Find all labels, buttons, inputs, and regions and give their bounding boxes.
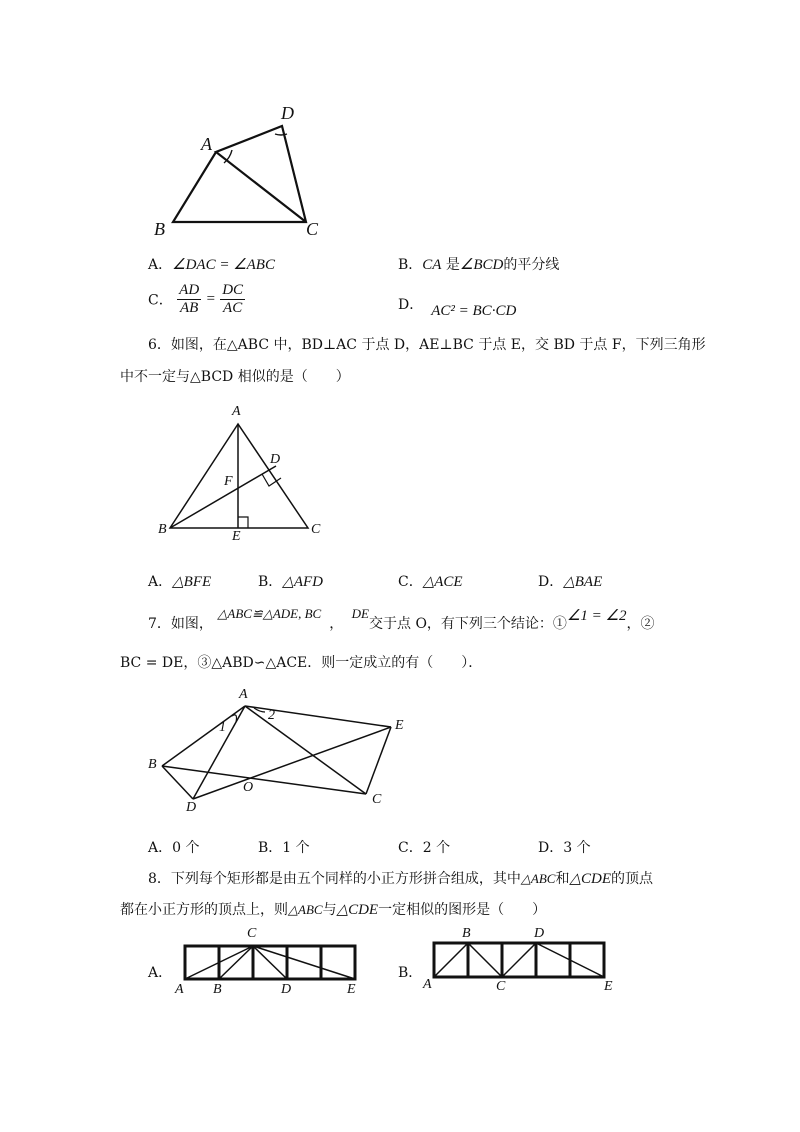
q6-label-C: C xyxy=(311,522,321,537)
q6-option-b[interactable]: B．△AFD xyxy=(258,574,323,590)
q8a-label-C: C xyxy=(247,926,257,941)
q5-option-c[interactable]: C． $\frac{AD}{AB}$ = $\frac{DC}{AC}$ xyxy=(148,282,244,316)
q8-stem-line2: 都在小正方形的顶点上，则△ABC与△CDE一定相似的图形是（ ） xyxy=(120,902,547,918)
q7-stem-line2: BC = DE，③△ABD∽△ACE．则一定成立的有（ ）． xyxy=(120,655,483,671)
q5-option-a[interactable]: A．∠DAC = ∠ABC xyxy=(148,257,275,273)
q5-label-A: A xyxy=(201,134,212,154)
q7-label-O: O xyxy=(243,780,254,795)
q5-option-b[interactable]: B．CA 是∠BCD的平分线 xyxy=(398,257,560,273)
q8-stem-line1: 8．下列每个矩形都是由五个同样的小正方形拼合组成，其中△ABC和△CDE的顶点 xyxy=(148,871,654,887)
q7-label-2: 2 xyxy=(268,708,275,723)
q8b-label-E: E xyxy=(604,979,613,994)
q6-stem-line1: 6．如图，在△ABC 中，BD⊥AC 于点 D，AE⊥BC 于点 E，交 BD 于点 F，下列三角形 xyxy=(148,337,706,353)
q5-label-D: D xyxy=(281,103,294,123)
q7-option-d[interactable]: D．3 个 xyxy=(538,840,591,856)
q8a-label-E: E xyxy=(347,982,356,997)
q6-label-E: E xyxy=(232,529,241,544)
q7-option-c[interactable]: C．2 个 xyxy=(398,840,451,856)
q8b-label-A: A xyxy=(423,977,432,992)
q8a-label-D: D xyxy=(281,982,292,997)
q6-option-c[interactable]: C．△ACE xyxy=(398,574,463,590)
q5-label-C: C xyxy=(306,219,319,239)
q7-label-D: D xyxy=(186,800,197,815)
q7-option-b[interactable]: B．1 个 xyxy=(258,840,310,856)
q8a-label-A: A xyxy=(175,982,184,997)
q7-label-B: B xyxy=(148,757,157,772)
q7-label-C: C xyxy=(372,792,382,807)
q6-label-F: F xyxy=(224,474,233,489)
q6-label-D: D xyxy=(270,452,281,467)
q7-label-A: A xyxy=(239,687,248,702)
q7-label-E: E xyxy=(395,718,404,733)
q8b-label-D: D xyxy=(534,926,545,941)
q5-option-d[interactable]: D． AC² = BC·CD xyxy=(398,297,517,319)
q5-label-B: B xyxy=(154,219,165,239)
q8b-label-C: C xyxy=(496,979,506,994)
fraction-dc-ac: $\frac{DC}{AC}$ xyxy=(222,282,244,316)
q6-option-d[interactable]: D．△BAE xyxy=(538,574,603,590)
q7-option-a[interactable]: A．0 个 xyxy=(148,840,200,856)
q6-option-a[interactable]: A．△BFE xyxy=(148,574,212,590)
q6-stem-line2: 中不一定与△BCD 相似的是（ ） xyxy=(120,369,350,385)
q8b-label-B: B xyxy=(462,926,471,941)
q6-label-B: B xyxy=(158,522,167,537)
q7-stem-line1: 7．如图， △ABC≌△ADE, BC， DE交于点 O，有下列三个结论：①∠1 = ∠2，② xyxy=(148,606,655,632)
q6-label-A: A xyxy=(232,404,241,419)
q7-label-1: 1 xyxy=(219,720,226,735)
q8a-label-B: B xyxy=(213,982,222,997)
fraction-ad-ab: $\frac{AD}{AB}$ xyxy=(179,282,200,316)
